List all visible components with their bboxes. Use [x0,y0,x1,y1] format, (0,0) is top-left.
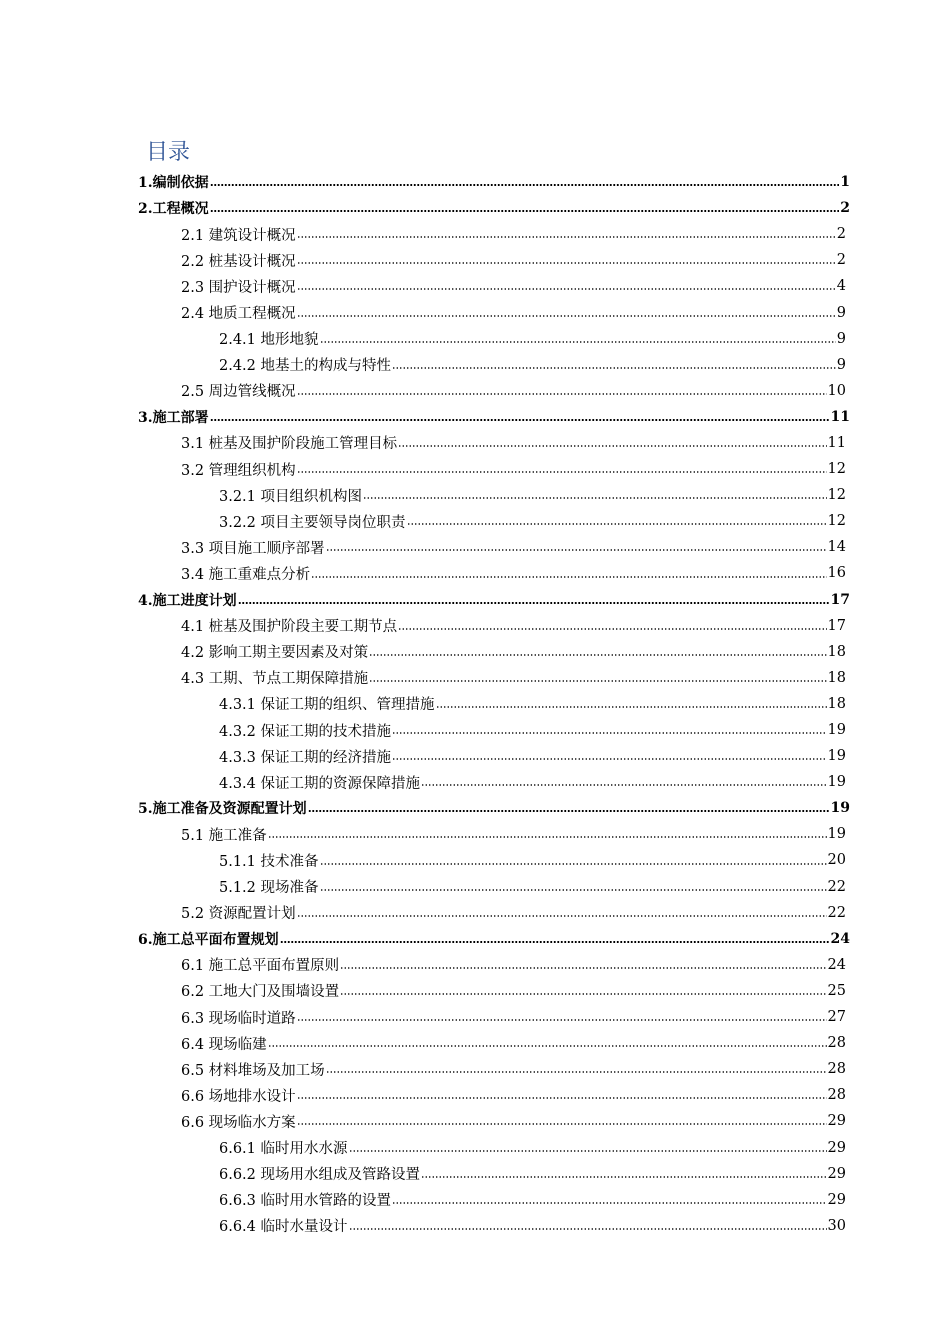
toc-entry[interactable] [0,1082,950,1108]
toc-entry-page-number: 4 [836,278,846,295]
dot-leader [297,392,827,396]
toc-entry-text: 5.1 施工准备 [181,827,267,844]
toc-entry-page-number: 2 [840,200,850,217]
toc-entry[interactable] [0,795,950,821]
toc-entry-page-number: 2 [836,226,846,243]
toc-entry[interactable] [0,900,950,926]
dot-leader [297,1096,827,1100]
toc-entry[interactable] [0,1108,950,1134]
toc-entry-page-number: 18 [827,669,846,686]
toc-entry-text: 6.施工总平面布置规划 [138,931,279,948]
toc-entry-text: 5.施工准备及资源配置计划 [138,801,307,818]
dot-leader [280,940,830,944]
toc-entry-text: 6.2 工地大门及围墙设置 [181,984,340,1001]
toc-entry-page-number: 27 [827,1009,846,1026]
toc-entry-text: 6.3 现场临时道路 [181,1010,296,1027]
toc-entry-page-number: 19 [827,826,846,843]
toc-entry[interactable] [0,874,950,900]
dot-leader [398,444,826,448]
toc-entry-page-number: 12 [827,487,846,504]
toc-entry[interactable] [0,404,950,430]
toc-entry-text: 5.1.1 技术准备 [219,853,319,870]
toc-entry-text: 3.4 施工重难点分析 [181,566,311,583]
toc-entry-page-number: 9 [836,304,846,321]
toc-entry-text: 6.6 场地排水设计 [181,1088,296,1105]
toc-entry[interactable] [0,717,950,743]
dot-leader [297,235,836,239]
toc-entry-page-number: 24 [830,930,850,947]
dot-leader [210,183,840,187]
dot-leader [268,835,827,839]
dot-leader [326,548,827,552]
toc-entry-page-number: 19 [827,748,846,765]
dot-leader [349,1149,827,1153]
toc-entry-page-number: 22 [827,904,846,921]
dot-leader [421,1175,827,1179]
dot-leader [436,705,827,709]
dot-leader [421,783,827,787]
toc-entry-page-number: 1 [840,174,850,191]
toc-entry[interactable] [0,430,950,456]
toc-entry[interactable] [0,560,950,586]
toc-entry-text: 6.6.1 临时用水水源 [219,1141,348,1158]
toc-entry-page-number: 19 [827,722,846,739]
toc-entry-text: 4.3.1 保证工期的组织、管理措施 [219,697,435,714]
toc-entry-page-number: 29 [827,1139,846,1156]
dot-leader [210,418,830,422]
toc-entry-text: 2.4 地质工程概况 [181,306,296,323]
dot-leader [311,575,826,579]
toc-entry-page-number: 12 [827,461,846,478]
toc-entry-text: 1.编制依据 [138,175,209,192]
toc-entry-text: 6.6 现场临水方案 [181,1114,296,1131]
dot-leader [392,731,827,735]
toc-entry-page-number: 29 [827,1191,846,1208]
toc-entry-text: 3.2.2 项目主要领导岗位职责 [219,514,406,531]
toc-entry-page-number: 12 [827,513,846,530]
toc-entry-text: 6.5 材料堆场及加工场 [181,1062,325,1079]
toc-entry[interactable] [0,482,950,508]
dot-leader [398,627,826,631]
toc-entry-text: 4.1 桩基及围护阶段主要工期节点 [181,619,398,636]
toc-entry[interactable] [0,352,950,378]
dot-leader [363,496,827,500]
toc-entry[interactable] [0,665,950,691]
dot-leader [320,340,836,344]
toc-entry[interactable] [0,769,950,795]
toc-entry[interactable] [0,221,950,247]
toc-entry[interactable] [0,1056,950,1082]
toc-entry[interactable] [0,743,950,769]
toc-entry-page-number: 20 [827,852,846,869]
toc-entry[interactable] [0,247,950,273]
toc-entry-page-number: 9 [836,330,846,347]
toc-entry-text: 3.3 项目施工顺序部署 [181,540,325,557]
dot-leader [308,809,830,813]
dot-leader [297,914,827,918]
toc-entry-text: 2.3 围护设计概况 [181,279,296,296]
dot-leader [369,679,826,683]
toc-entry-page-number: 29 [827,1165,846,1182]
dot-leader [349,1227,827,1231]
dot-leader [297,287,836,291]
dot-leader [297,1018,827,1022]
dot-leader [340,992,826,996]
toc-entry-text: 6.6.2 现场用水组成及管路设置 [219,1167,421,1184]
dot-leader [297,261,836,265]
toc-entry-page-number: 9 [836,356,846,373]
toc-entry-text: 2.5 周边管线概况 [181,384,296,401]
dot-leader [297,470,827,474]
toc-entry[interactable] [0,195,950,221]
toc-entry-page-number: 30 [827,1217,846,1234]
toc-entry-text: 2.1 建筑设计概况 [181,227,296,244]
toc-entry[interactable] [0,639,950,665]
toc-entry-page-number: 17 [827,617,846,634]
toc-entry-text: 3.2 管理组织机构 [181,462,296,479]
toc-entry[interactable] [0,847,950,873]
dot-leader [369,653,826,657]
toc-entry-page-number: 29 [827,1113,846,1130]
toc-entry-page-number: 14 [827,539,846,556]
toc-entry-text: 4.3.4 保证工期的资源保障措施 [219,775,421,792]
toc-entry-text: 2.工程概况 [138,201,209,218]
toc-entry-page-number: 11 [830,408,850,425]
toc-entry[interactable] [0,587,950,613]
dot-leader [268,1044,827,1048]
toc-title: 目录 [146,140,191,165]
toc-entry-page-number: 28 [827,1061,846,1078]
toc-entry-text: 4.施工进度计划 [138,592,237,609]
toc-entry-text: 4.2 影响工期主要因素及对策 [181,645,369,662]
toc-entry[interactable] [0,821,950,847]
toc-entry-text: 2.2 桩基设计概况 [181,253,296,270]
dot-leader [407,522,827,526]
toc-entry[interactable] [0,952,950,978]
toc-entry[interactable] [0,299,950,325]
toc-entry[interactable] [0,534,950,560]
toc-entry[interactable] [0,378,950,404]
toc-entry[interactable] [0,1004,950,1030]
toc-entry-page-number: 18 [827,695,846,712]
toc-entry-text: 4.3.2 保证工期的技术措施 [219,723,392,740]
toc-entry-page-number: 2 [836,252,846,269]
toc-entry[interactable] [0,326,950,352]
dot-leader [320,888,827,892]
dot-leader [297,1122,827,1126]
toc-entry-page-number: 24 [827,956,846,973]
dot-leader [320,862,827,866]
toc-entry-page-number: 18 [827,643,846,660]
dot-leader [392,366,836,370]
dot-leader [392,1201,827,1205]
toc-entry-text: 5.1.2 现场准备 [219,880,319,897]
toc-entry-page-number: 17 [830,591,850,608]
toc-entry-text: 5.2 资源配置计划 [181,906,296,923]
toc-list [0,169,950,1239]
toc-entry[interactable] [0,691,950,717]
toc-entry-page-number: 28 [827,1087,846,1104]
toc-entry-text: 6.6.3 临时用水管路的设置 [219,1193,392,1210]
toc-entry-page-number: 10 [827,382,846,399]
toc-entry-text: 6.4 现场临建 [181,1036,267,1053]
toc-entry[interactable] [0,1134,950,1160]
toc-entry-text: 6.6.4 临时水量设计 [219,1219,348,1236]
toc-entry[interactable] [0,508,950,534]
toc-entry-text: 2.4.1 地形地貌 [219,332,319,349]
dot-leader [210,209,840,213]
toc-entry-page-number: 25 [827,982,846,999]
dot-leader [326,1070,827,1074]
toc-entry-text: 3.2.1 项目组织机构图 [219,488,363,505]
toc-entry-page-number: 19 [830,800,850,817]
toc-entry-text: 3.1 桩基及围护阶段施工管理目标 [181,436,398,453]
toc-entry-text: 4.3.3 保证工期的经济措施 [219,749,392,766]
toc-entry[interactable] [0,978,950,1004]
toc-entry[interactable] [0,613,950,639]
toc-entry[interactable] [0,273,950,299]
toc-entry[interactable] [0,1161,950,1187]
toc-entry-page-number: 11 [827,434,846,451]
dot-leader [297,314,836,318]
dot-leader [392,757,827,761]
toc-entry-page-number: 28 [827,1035,846,1052]
toc-entry[interactable] [0,1187,950,1213]
toc-entry[interactable] [0,926,950,952]
dot-leader [340,966,826,970]
toc-entry[interactable] [0,169,950,195]
toc-entry-text: 2.4.2 地基土的构成与特性 [219,358,392,375]
dot-leader [238,601,830,605]
toc-entry-page-number: 16 [827,565,846,582]
toc-entry[interactable] [0,1030,950,1056]
toc-entry-text: 4.3 工期、节点工期保障措施 [181,671,369,688]
toc-entry-page-number: 22 [827,878,846,895]
toc-entry[interactable] [0,456,950,482]
toc-entry-page-number: 19 [827,774,846,791]
toc-entry-text: 6.1 施工总平面布置原则 [181,958,340,975]
toc-entry-text: 3.施工部署 [138,409,209,426]
toc-entry[interactable] [0,1213,950,1239]
